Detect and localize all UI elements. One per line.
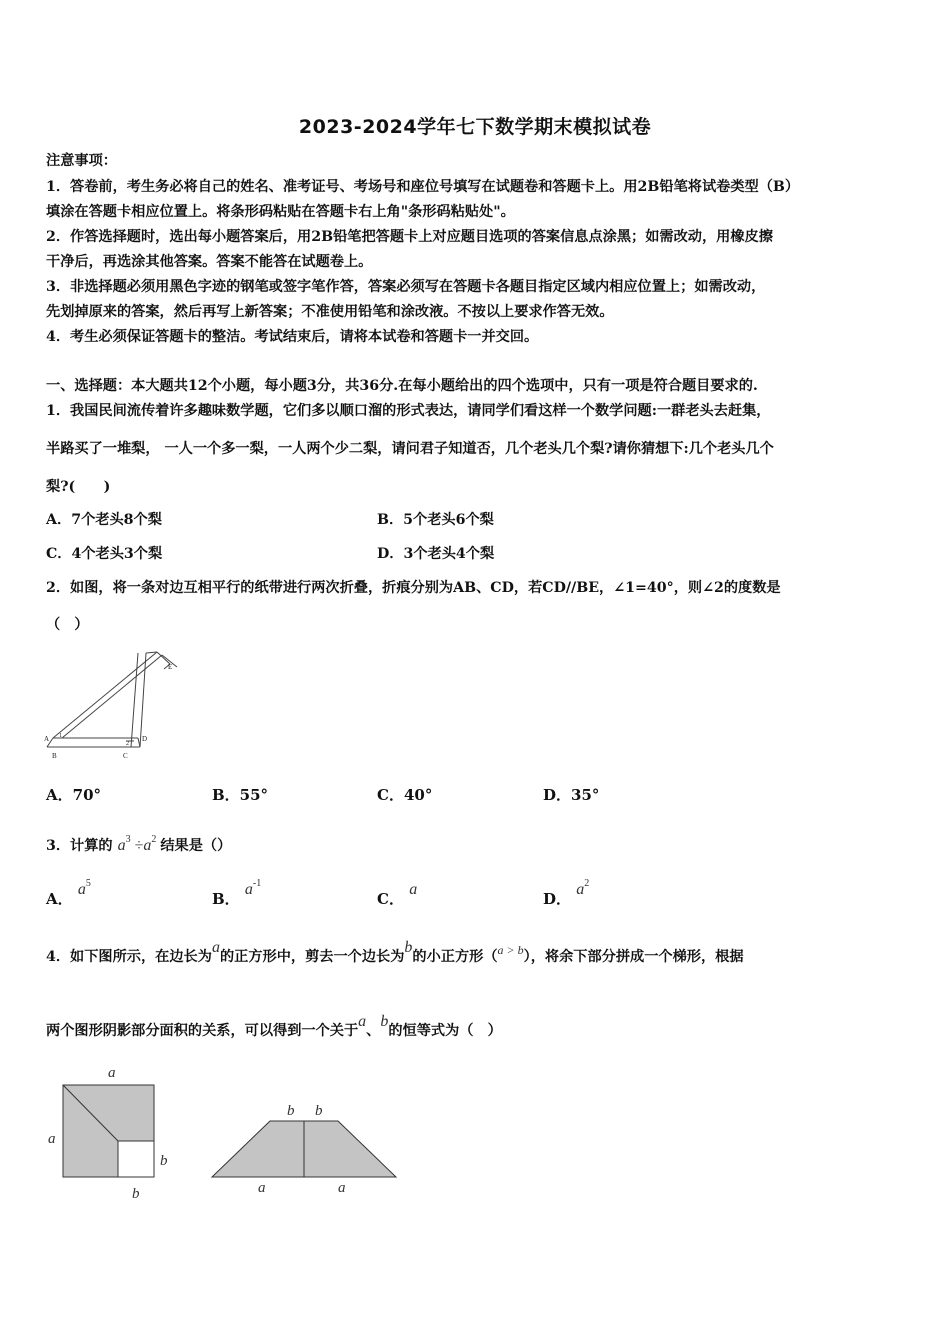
base-a: a	[117, 837, 126, 854]
q1-option-b: B．5个老头6个梨	[377, 512, 494, 528]
angle-2-label: 2	[126, 741, 129, 747]
option-label: C．	[377, 890, 404, 908]
cut-square	[118, 1141, 154, 1177]
question-2-line: 2．如图，将一条对边互相平行的纸带进行两次折叠，折痕分别为AB、CD，若CD//BE，∠1=40°，则∠2的度数是	[46, 580, 781, 596]
exponent: 2	[151, 834, 157, 845]
notice-line: 2．作答选择题时，选出每小题答案后，用2B铅笔把答题卡上对应题目选项的答案信息点涂黑；如需改动，用橡皮擦	[46, 229, 773, 245]
sq-left-label: a	[48, 1131, 56, 1147]
q3-option-b	[212, 878, 262, 909]
q1-option-d: D．3个老头4个梨	[377, 546, 495, 562]
option-math	[576, 878, 590, 898]
q1-option-c: C．4个老头3个梨	[46, 546, 163, 562]
paper-strip-figure	[44, 645, 184, 765]
notice-line: 先划掉原来的答案，然后再写上新答案；不准使用铅笔和涂改液。不按以上要求作答无效。	[46, 304, 614, 320]
var-a: a	[211, 939, 220, 956]
q2-option-d: D．35°	[543, 786, 600, 804]
base: a	[576, 881, 585, 898]
sq-top-label: a	[108, 1065, 116, 1081]
option-label: B．	[212, 890, 240, 908]
q3-suffix: 结果是（）	[160, 838, 232, 854]
notice-line: 3．非选择题必须用黑色字迹的钢笔或签字笔作答，答案必须写在答题卡各题目指定区域内相应位置上；如需改动，	[46, 279, 766, 295]
divide-sign: ÷	[134, 837, 144, 854]
label-a: A	[44, 735, 50, 743]
var-b: b	[380, 1013, 389, 1030]
notice-heading: 注意事项：	[46, 153, 117, 169]
base: a	[409, 881, 418, 898]
sq-right-label: b	[160, 1153, 168, 1169]
question-1-line: 半路买了一堆梨， 一人一个多一梨，一人两个少二梨，请问君子知道否，几个老头几个梨?请你猜想下:几个老头几个	[46, 441, 774, 457]
label-b: B	[52, 752, 57, 760]
option-label: D．	[543, 890, 572, 908]
exponent: -1	[252, 878, 262, 889]
q2-option-b: B．55°	[212, 786, 269, 804]
text: ），将余下部分拼成一个梯形，根据	[523, 949, 744, 965]
label-c: C	[123, 752, 128, 760]
angle-1-label: 1	[59, 733, 62, 739]
tr-bottom-right-label: a	[338, 1180, 346, 1196]
tr-bottom-left-label: a	[258, 1180, 266, 1196]
label-d: D	[142, 735, 148, 743]
text: 、	[366, 1023, 381, 1039]
q3-option-a	[46, 878, 91, 909]
exponent: 3	[125, 834, 131, 845]
q3-expression	[117, 834, 161, 854]
option-math	[244, 878, 262, 898]
base: a	[244, 881, 253, 898]
text: 的小正方形（	[412, 949, 498, 965]
q3-option-d	[543, 878, 590, 909]
var-b: b	[404, 939, 413, 956]
var-a: a	[358, 1013, 367, 1030]
q1-option-a: A．7个老头8个梨	[46, 512, 162, 528]
question-4-line	[46, 939, 744, 967]
base-a: a	[143, 837, 152, 854]
tr-top-left-label: b	[287, 1103, 295, 1119]
option-math	[409, 881, 417, 898]
exponent: 5	[85, 878, 91, 889]
notice-line: 1．答卷前，考生务必将自己的姓名、准考证号、考场号和座位号填写在试题卷和答题卡上。用2B铅笔将试卷类型（B）	[46, 179, 800, 195]
question-3	[46, 830, 231, 856]
option-math	[77, 878, 91, 898]
q2-option-a: A．70°	[46, 786, 102, 804]
text: 4．如下图所示，在边长为	[46, 949, 212, 965]
question-1-line: 梨?( )	[46, 479, 111, 495]
section-heading: 一、选择题：本大题共12个小题，每小题3分，共36分.在每小题给出的四个选项中，只有一项是符合题目要求的.	[46, 378, 758, 394]
q3-prefix: 3．计算的	[46, 838, 113, 854]
square-trapezoid-figure	[40, 1058, 420, 1208]
text: 的正方形中，剪去一个边长为	[219, 949, 405, 965]
text: 的恒等式为（ ）	[388, 1023, 502, 1039]
page-title: 2023-2024学年七下数学期末模拟试卷	[298, 116, 652, 138]
label-e: E	[168, 663, 173, 671]
question-2-line: （ ）	[46, 617, 89, 633]
base: a	[77, 881, 86, 898]
q3-option-c	[377, 881, 418, 909]
text: 两个图形阴影部分面积的关系，可以得到一个关于	[46, 1023, 359, 1039]
option-label: A．	[46, 890, 73, 908]
sq-bottom-label: b	[132, 1186, 140, 1202]
notice-line: 4．考生必须保证答题卡的整洁。考试结束后，请将本试卷和答题卡一并交回。	[46, 329, 539, 345]
inequality: a > b	[497, 943, 524, 957]
q2-option-c: C．40°	[377, 786, 433, 804]
notice-line: 填涂在答题卡相应位置上。将条形码粘贴在答题卡右上角"条形码粘贴处"。	[46, 204, 515, 220]
exponent: 2	[584, 878, 590, 889]
question-1-line: 1．我国民间流传着许多趣味数学题，它们多以顺口溜的形式表达，请同学们看这样一个数学问题:一群老头去赶集，	[46, 403, 771, 419]
tr-top-right-label: b	[315, 1103, 323, 1119]
question-4-line	[46, 1013, 502, 1041]
notice-line: 干净后，再选涂其他答案。答案不能答在试题卷上。	[46, 254, 373, 270]
